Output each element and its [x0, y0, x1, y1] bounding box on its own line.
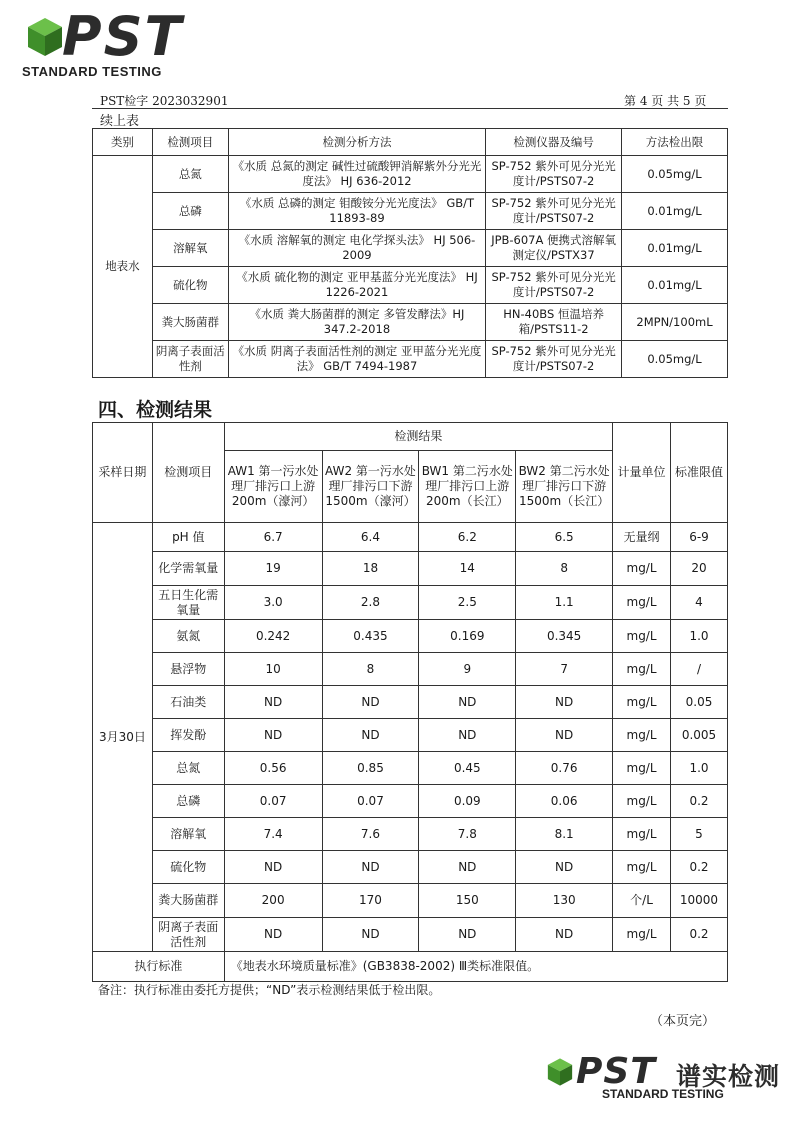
method-cell: 《水质 阴离子表面活性剂的测定 亚甲蓝分光光度法》 GB/T 7494-1987	[228, 341, 485, 378]
std-cell: 0.2	[670, 851, 727, 884]
value-cell: ND	[516, 719, 613, 752]
value-cell: ND	[224, 918, 322, 952]
instrument-cell: HN-40BS 恒温培养箱/PSTS11-2	[486, 304, 622, 341]
item-cell: 阴离子表面活性剂	[152, 918, 224, 952]
value-cell: 0.45	[419, 752, 516, 785]
value-cell: 8	[516, 552, 613, 586]
col-header: 方法检出限	[622, 129, 728, 156]
item-cell: 化学需氧量	[152, 552, 224, 586]
unit-cell: mg/L	[613, 653, 671, 686]
section-title: 四、检测结果	[98, 399, 213, 421]
date-header: 采样日期	[93, 423, 153, 523]
site-header: BW2 第二污水处理厂排污口下游 1500m（长江）	[516, 451, 613, 523]
unit-cell: mg/L	[613, 620, 671, 653]
table-row	[93, 304, 728, 341]
limit-cell: 0.05mg/L	[622, 156, 728, 193]
instrument-cell: SP-752 紫外可见分光光度计/PSTS07-2	[486, 267, 622, 304]
std-cell: 20	[670, 552, 727, 586]
unit-cell: mg/L	[613, 552, 671, 586]
value-cell: 2.8	[322, 586, 419, 620]
results-table	[92, 422, 728, 982]
site-header: AW1 第一污水处理厂排污口上游 200m（濠河）	[224, 451, 322, 523]
unit-cell: mg/L	[613, 851, 671, 884]
table-row	[93, 752, 728, 785]
table-row	[93, 156, 728, 193]
logo-top	[22, 5, 202, 79]
method-cell: 《水质 溶解氧的测定 电化学探头法》 HJ 506-2009	[228, 230, 485, 267]
std-cell: /	[670, 653, 727, 686]
methods-table	[92, 128, 728, 378]
item-cell: 五日生化需氧量	[152, 586, 224, 620]
unit-cell: mg/L	[613, 918, 671, 952]
value-cell: 6.7	[224, 523, 322, 552]
std-cell: 0.005	[670, 719, 727, 752]
std-cell: 6-9	[670, 523, 727, 552]
limit-cell: 0.01mg/L	[622, 193, 728, 230]
std-cell: 1.0	[670, 620, 727, 653]
limit-cell: 0.01mg/L	[622, 267, 728, 304]
logo-text: PST	[62, 5, 184, 68]
value-cell: 0.09	[419, 785, 516, 818]
item-cell: 总氮	[152, 156, 228, 193]
value-cell: 0.76	[516, 752, 613, 785]
exec-row	[93, 952, 728, 982]
logo-subtitle: STANDARD TESTING	[22, 64, 162, 79]
col-header: 检测项目	[152, 129, 228, 156]
std-cell: 0.2	[670, 918, 727, 952]
table-row	[93, 818, 728, 851]
value-cell: 0.85	[322, 752, 419, 785]
unit-cell: mg/L	[613, 818, 671, 851]
std-header: 标准限值	[670, 423, 727, 523]
table-row	[93, 230, 728, 267]
method-cell: 《水质 总磷的测定 钼酸铵分光光度法》 GB/T 11893-89	[228, 193, 485, 230]
results-header: 检测结果	[224, 423, 612, 451]
table-row	[93, 193, 728, 230]
results-body	[93, 523, 728, 952]
item-cell: 挥发酚	[152, 719, 224, 752]
method-cell: 《水质 硫化物的测定 亚甲基蓝分光光度法》 HJ 1226-2021	[228, 267, 485, 304]
value-cell: 6.2	[419, 523, 516, 552]
unit-cell: mg/L	[613, 586, 671, 620]
value-cell: 200	[224, 884, 322, 918]
value-cell: ND	[224, 686, 322, 719]
table-row	[93, 851, 728, 884]
item-cell: 氨氮	[152, 620, 224, 653]
value-cell: ND	[224, 851, 322, 884]
logo-subtitle: STANDARD TESTING	[602, 1087, 724, 1101]
item-cell: 石油类	[152, 686, 224, 719]
value-cell: 0.169	[419, 620, 516, 653]
site-header: AW2 第一污水处理厂排污口下游 1500m（濠河）	[322, 451, 419, 523]
unit-cell: mg/L	[613, 752, 671, 785]
std-cell: 4	[670, 586, 727, 620]
value-cell: ND	[322, 918, 419, 952]
report-number: PST检字 2023032901	[100, 94, 229, 108]
value-cell: ND	[419, 918, 516, 952]
value-cell: 19	[224, 552, 322, 586]
item-cell: 总磷	[152, 193, 228, 230]
limit-cell: 2MPN/100mL	[622, 304, 728, 341]
unit-header: 计量单位	[613, 423, 671, 523]
value-cell: 10	[224, 653, 322, 686]
item-cell: 硫化物	[152, 267, 228, 304]
header-divider	[92, 108, 728, 109]
value-cell: ND	[419, 851, 516, 884]
instrument-cell: SP-752 紫外可见分光光度计/PSTS07-2	[486, 193, 622, 230]
exec-value: 《地表水环境质量标准》(GB3838-2002) Ⅲ类标准限值。	[224, 952, 727, 982]
unit-cell: 个/L	[613, 884, 671, 918]
value-cell: ND	[322, 851, 419, 884]
instrument-cell: SP-752 紫外可见分光光度计/PSTS07-2	[486, 156, 622, 193]
cube-logo-icon	[26, 16, 64, 58]
results-header-row	[93, 423, 728, 451]
value-cell: 3.0	[224, 586, 322, 620]
table-row	[93, 884, 728, 918]
value-cell: 130	[516, 884, 613, 918]
value-cell: 7.8	[419, 818, 516, 851]
method-cell: 《水质 粪大肠菌群的测定 多管发酵法》HJ 347.2-2018	[228, 304, 485, 341]
col-header: 类别	[93, 129, 153, 156]
value-cell: ND	[419, 686, 516, 719]
instrument-cell: SP-752 紫外可见分光光度计/PSTS07-2	[486, 341, 622, 378]
value-cell: ND	[322, 686, 419, 719]
item-cell: 硫化物	[152, 851, 224, 884]
item-cell: pH 值	[152, 523, 224, 552]
value-cell: ND	[419, 719, 516, 752]
limit-cell: 0.05mg/L	[622, 341, 728, 378]
table-row	[93, 586, 728, 620]
table-row	[93, 918, 728, 952]
std-cell: 10000	[670, 884, 727, 918]
value-cell: 0.07	[322, 785, 419, 818]
value-cell: 18	[322, 552, 419, 586]
col-header: 检测仪器及编号	[486, 129, 622, 156]
category-cell: 地表水	[93, 156, 153, 378]
value-cell: 7	[516, 653, 613, 686]
unit-cell: mg/L	[613, 686, 671, 719]
table-row	[93, 523, 728, 552]
limit-cell: 0.01mg/L	[622, 230, 728, 267]
table-row	[93, 785, 728, 818]
item-cell: 溶解氧	[152, 230, 228, 267]
footnote: 备注：执行标准由委托方提供；“ND”表示检测结果低于检出限。	[98, 983, 441, 997]
value-cell: ND	[516, 851, 613, 884]
std-cell: 0.05	[670, 686, 727, 719]
item-cell: 粪大肠菌群	[152, 884, 224, 918]
item-cell: 总磷	[152, 785, 224, 818]
item-cell: 粪大肠菌群	[152, 304, 228, 341]
value-cell: ND	[224, 719, 322, 752]
table-row	[93, 552, 728, 586]
item-cell: 阴离子表面活性剂	[152, 341, 228, 378]
page-info: 第 4 页 共 5 页	[624, 94, 707, 108]
date-cell: 3月30日	[93, 523, 153, 952]
value-cell: ND	[516, 918, 613, 952]
exec-label: 执行标准	[93, 952, 225, 982]
item-cell: 总氮	[152, 752, 224, 785]
table-row	[93, 267, 728, 304]
value-cell: 2.5	[419, 586, 516, 620]
site-header: BW1 第二污水处理厂排污口上游 200m（长江）	[419, 451, 516, 523]
std-cell: 1.0	[670, 752, 727, 785]
value-cell: 8	[322, 653, 419, 686]
value-cell: 0.56	[224, 752, 322, 785]
value-cell: 14	[419, 552, 516, 586]
value-cell: 0.242	[224, 620, 322, 653]
table-row	[93, 653, 728, 686]
value-cell: ND	[516, 686, 613, 719]
value-cell: 8.1	[516, 818, 613, 851]
value-cell: ND	[322, 719, 419, 752]
item-cell: 溶解氧	[152, 818, 224, 851]
value-cell: 0.06	[516, 785, 613, 818]
value-cell: 0.435	[322, 620, 419, 653]
unit-cell: mg/L	[613, 785, 671, 818]
table-row	[93, 620, 728, 653]
table-row	[93, 686, 728, 719]
method-cell: 《水质 总氮的测定 碱性过硫酸钾消解紫外分光光度法》 HJ 636-2012	[228, 156, 485, 193]
logo-bottom	[546, 1053, 786, 1103]
value-cell: 6.4	[322, 523, 419, 552]
table-row	[93, 341, 728, 378]
std-cell: 5	[670, 818, 727, 851]
instrument-cell: JPB-607A 便携式溶解氧测定仪/PSTX37	[486, 230, 622, 267]
value-cell: 7.6	[322, 818, 419, 851]
cube-logo-icon	[546, 1057, 574, 1087]
value-cell: 6.5	[516, 523, 613, 552]
unit-cell: mg/L	[613, 719, 671, 752]
unit-cell: 无量纲	[613, 523, 671, 552]
item-cell: 悬浮物	[152, 653, 224, 686]
col-header: 检测分析方法	[228, 129, 485, 156]
value-cell: 170	[322, 884, 419, 918]
methods-header-row	[93, 129, 728, 156]
std-cell: 0.2	[670, 785, 727, 818]
value-cell: 0.345	[516, 620, 613, 653]
page-end-text: （本页完）	[650, 1014, 716, 1029]
value-cell: 1.1	[516, 586, 613, 620]
logo-text: PST	[576, 1051, 656, 1092]
table-row	[93, 719, 728, 752]
value-cell: 0.07	[224, 785, 322, 818]
continued-label: 续上表	[100, 114, 140, 129]
logo-cn-name: 谱实检测	[676, 1062, 781, 1091]
item-header: 检测项目	[152, 423, 224, 523]
value-cell: 7.4	[224, 818, 322, 851]
value-cell: 9	[419, 653, 516, 686]
value-cell: 150	[419, 884, 516, 918]
